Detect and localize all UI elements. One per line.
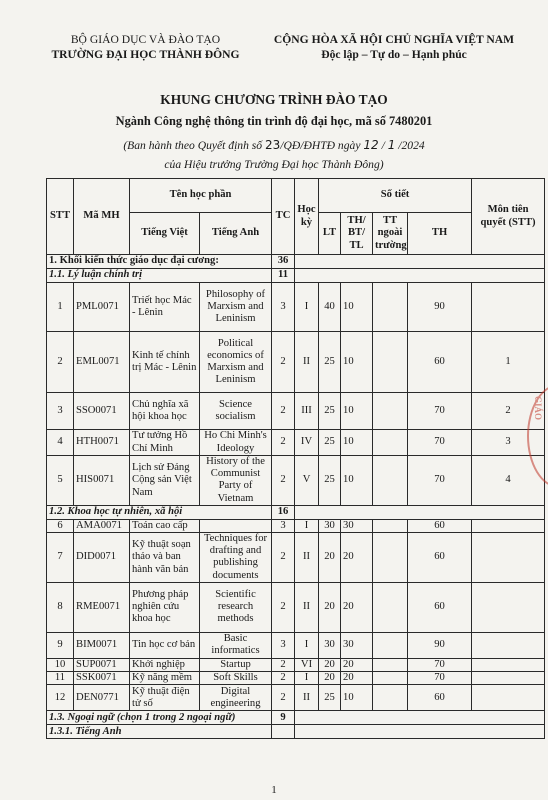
col-stt: STT bbox=[47, 179, 74, 255]
cell-en: Techniques for drafting and publishing documents bbox=[200, 533, 272, 583]
cell-code: DEN0771 bbox=[74, 685, 130, 711]
cell-vn: Kinh tế chính trị Mác - Lênin bbox=[130, 332, 200, 393]
table-row bbox=[47, 533, 545, 583]
subsection-label: 1.3.1. Tiếng Anh bbox=[47, 725, 272, 739]
table-row bbox=[47, 582, 545, 632]
cell-stt: 5 bbox=[47, 456, 74, 506]
subsection-credits: 9 bbox=[272, 711, 295, 725]
cell-en: History of the Communist Party of Vietnam bbox=[200, 456, 272, 506]
cell-code: SUP0071 bbox=[74, 658, 130, 671]
subsection-row bbox=[47, 725, 545, 739]
cell-tt bbox=[373, 283, 408, 332]
cell-en: Ho Chi Minh's Ideology bbox=[200, 430, 272, 456]
cell-tt bbox=[373, 658, 408, 671]
cell-tc: 3 bbox=[272, 519, 295, 532]
cell-prereq: 1 bbox=[472, 332, 545, 393]
cell-tc: 2 bbox=[272, 685, 295, 711]
cell-tc: 2 bbox=[272, 533, 295, 583]
cell-tc: 2 bbox=[272, 672, 295, 685]
cell-lt: 40 bbox=[319, 283, 341, 332]
cell-prereq: 2 bbox=[472, 393, 545, 430]
table-row bbox=[47, 519, 545, 532]
cell-th: 70 bbox=[408, 672, 472, 685]
table-row bbox=[47, 332, 545, 393]
cell-bt: 30 bbox=[341, 632, 373, 658]
cell-vn: Khởi nghiệp bbox=[130, 658, 200, 671]
table-row bbox=[47, 283, 545, 332]
table-row bbox=[47, 658, 545, 671]
cell-en: Startup bbox=[200, 658, 272, 671]
cell-stt: 8 bbox=[47, 582, 74, 632]
cell-tt bbox=[373, 393, 408, 430]
cell-en: Soft Skills bbox=[200, 672, 272, 685]
decree-month: 1 bbox=[387, 138, 396, 152]
cell-semester: I bbox=[295, 519, 319, 532]
cell-tt bbox=[373, 672, 408, 685]
cell-tc: 2 bbox=[272, 456, 295, 506]
curriculum-table bbox=[46, 178, 545, 739]
cell-stt: 4 bbox=[47, 430, 74, 456]
national-motto: Độc lập – Tự do – Hạnh phúc bbox=[321, 48, 467, 61]
col-course: Tên học phần bbox=[130, 179, 272, 213]
cell-prereq bbox=[472, 533, 545, 583]
cell-lt: 20 bbox=[319, 658, 341, 671]
table-row bbox=[47, 393, 545, 430]
cell-lt: 30 bbox=[319, 632, 341, 658]
decree-line-1 bbox=[0, 136, 548, 155]
cell-code: RME0071 bbox=[74, 582, 130, 632]
decree-prefix: (Ban hành theo Quyết định số bbox=[123, 139, 263, 152]
cell-lt: 25 bbox=[319, 685, 341, 711]
cell-stt: 1 bbox=[47, 283, 74, 332]
decree-reference bbox=[0, 136, 548, 174]
cell-vn: Phương pháp nghiên cứu khoa học bbox=[130, 582, 200, 632]
cell-code: EML0071 bbox=[74, 332, 130, 393]
cell-th: 60 bbox=[408, 519, 472, 532]
col-bt: TH/ BT/ TL bbox=[341, 213, 373, 255]
cell-code: AMA0071 bbox=[74, 519, 130, 532]
cell-tc: 2 bbox=[272, 430, 295, 456]
cell-vn: Lịch sử Đảng Cộng sản Việt Nam bbox=[130, 456, 200, 506]
cell-lt: 20 bbox=[319, 672, 341, 685]
cell-bt: 10 bbox=[341, 393, 373, 430]
col-vn: Tiếng Việt bbox=[130, 213, 200, 255]
col-prereq: Môn tiên quyết (STT) bbox=[472, 179, 545, 255]
cell-bt: 10 bbox=[341, 283, 373, 332]
cell-tc: 2 bbox=[272, 332, 295, 393]
cell-bt: 20 bbox=[341, 533, 373, 583]
decree-number: 23 bbox=[265, 138, 281, 152]
cell-prereq: 4 bbox=[472, 456, 545, 506]
cell-semester: III bbox=[295, 393, 319, 430]
cell-tt bbox=[373, 582, 408, 632]
decree-day: 12 bbox=[363, 138, 379, 152]
cell-en: Science socialism bbox=[200, 393, 272, 430]
cell-semester: V bbox=[295, 456, 319, 506]
header-right bbox=[258, 32, 530, 62]
cell-vn: Tư tưởng Hồ Chí Minh bbox=[130, 430, 200, 456]
subsection-credits bbox=[272, 725, 295, 739]
subsection-row bbox=[47, 269, 545, 283]
cell-semester: II bbox=[295, 582, 319, 632]
cell-vn: Kỹ thuật điện tử số bbox=[130, 685, 200, 711]
cell-bt: 10 bbox=[341, 430, 373, 456]
cell-bt: 20 bbox=[341, 672, 373, 685]
cell-semester: I bbox=[295, 632, 319, 658]
cell-tt bbox=[373, 430, 408, 456]
cell-prereq bbox=[472, 582, 545, 632]
col-code: Mã MH bbox=[74, 179, 130, 255]
decree-mid: /QĐ/ĐHTĐ ngày bbox=[280, 139, 361, 152]
cell-bt: 30 bbox=[341, 519, 373, 532]
cell-th: 90 bbox=[408, 283, 472, 332]
cell-stt: 9 bbox=[47, 632, 74, 658]
cell-en: Basic informatics bbox=[200, 632, 272, 658]
cell-code: SSO0071 bbox=[74, 393, 130, 430]
subsection-label: 1.2. Khoa học tự nhiên, xã hội bbox=[47, 505, 272, 519]
document-subtitle: Ngành Công nghệ thông tin trình độ đại học, mã số 7480201 bbox=[115, 114, 433, 128]
cell-en: Political economics of Marxism and Leninism bbox=[200, 332, 272, 393]
cell-bt: 10 bbox=[341, 332, 373, 393]
cell-stt: 10 bbox=[47, 658, 74, 671]
cell-lt: 20 bbox=[319, 533, 341, 583]
section-credits: 36 bbox=[272, 255, 295, 269]
cell-tt bbox=[373, 332, 408, 393]
cell-tc: 2 bbox=[272, 393, 295, 430]
cell-th: 60 bbox=[408, 332, 472, 393]
cell-code: BIM0071 bbox=[74, 632, 130, 658]
decree-sep: / bbox=[381, 139, 385, 152]
cell-tt bbox=[373, 456, 408, 506]
cell-lt: 25 bbox=[319, 393, 341, 430]
cell-th: 70 bbox=[408, 430, 472, 456]
cell-semester: II bbox=[295, 332, 319, 393]
republic-name: CỘNG HÒA XÃ HỘI CHỦ NGHĨA VIỆT NAM bbox=[273, 33, 515, 46]
cell-prereq bbox=[472, 685, 545, 711]
cell-en bbox=[200, 519, 272, 532]
section-label: 1. Khối kiến thức giáo dục đại cương: bbox=[47, 255, 272, 269]
decree-line-2: của Hiệu trưởng Trường Đại học Thành Đông) bbox=[164, 158, 384, 171]
cell-prereq bbox=[472, 658, 545, 671]
cell-semester: II bbox=[295, 533, 319, 583]
cell-en: Digital engineering bbox=[200, 685, 272, 711]
cell-stt: 3 bbox=[47, 393, 74, 430]
cell-semester: IV bbox=[295, 430, 319, 456]
col-th: TH bbox=[408, 213, 472, 255]
cell-th: 70 bbox=[408, 456, 472, 506]
cell-tc: 2 bbox=[272, 582, 295, 632]
cell-vn: Toán cao cấp bbox=[130, 519, 200, 532]
col-lt: LT bbox=[319, 213, 341, 255]
cell-lt: 25 bbox=[319, 332, 341, 393]
cell-code: HIS0071 bbox=[74, 456, 130, 506]
cell-stt: 11 bbox=[47, 672, 74, 685]
cell-prereq bbox=[472, 632, 545, 658]
cell-th: 70 bbox=[408, 658, 472, 671]
cell-th: 60 bbox=[408, 685, 472, 711]
cell-tc: 2 bbox=[272, 658, 295, 671]
cell-bt: 10 bbox=[341, 456, 373, 506]
subsection-label: 1.3. Ngoại ngữ (chọn 1 trong 2 ngoại ngữ) bbox=[47, 711, 272, 725]
cell-stt: 6 bbox=[47, 519, 74, 532]
cell-lt: 25 bbox=[319, 430, 341, 456]
header-left bbox=[38, 32, 253, 62]
cell-vn: Kỹ năng mềm bbox=[130, 672, 200, 685]
cell-prereq: 3 bbox=[472, 430, 545, 456]
cell-lt: 20 bbox=[319, 582, 341, 632]
cell-tt bbox=[373, 533, 408, 583]
section-row bbox=[47, 255, 545, 269]
cell-semester: II bbox=[295, 685, 319, 711]
cell-vn: Tin học cơ bản bbox=[130, 632, 200, 658]
cell-semester: I bbox=[295, 672, 319, 685]
page-number: 1 bbox=[271, 784, 277, 796]
cell-vn: Chủ nghĩa xã hội khoa học bbox=[130, 393, 200, 430]
cell-tt bbox=[373, 519, 408, 532]
cell-prereq bbox=[472, 519, 545, 532]
cell-stt: 12 bbox=[47, 685, 74, 711]
cell-prereq bbox=[472, 672, 545, 685]
cell-vn: Triết học Mác - Lênin bbox=[130, 283, 200, 332]
cell-tc: 3 bbox=[272, 632, 295, 658]
table-row bbox=[47, 430, 545, 456]
cell-stt: 2 bbox=[47, 332, 74, 393]
cell-en: Scientific research methods bbox=[200, 582, 272, 632]
subsection-row bbox=[47, 711, 545, 725]
cell-bt: 20 bbox=[341, 582, 373, 632]
cell-lt: 25 bbox=[319, 456, 341, 506]
subsection-credits: 16 bbox=[272, 505, 295, 519]
cell-en: Philosophy of Marxism and Leninism bbox=[200, 283, 272, 332]
cell-prereq bbox=[472, 283, 545, 332]
table-row bbox=[47, 456, 545, 506]
col-periods: Số tiết bbox=[319, 179, 472, 213]
cell-tt bbox=[373, 685, 408, 711]
table-row bbox=[47, 685, 545, 711]
decree-year: /2024 bbox=[398, 139, 425, 152]
cell-th: 90 bbox=[408, 632, 472, 658]
cell-code: DID0071 bbox=[74, 533, 130, 583]
university-name: TRƯỜNG ĐẠI HỌC THÀNH ĐÔNG bbox=[51, 48, 240, 61]
stamp-text: GIÁO bbox=[533, 396, 543, 421]
cell-vn: Kỹ thuật soạn thảo và ban hành văn bản bbox=[130, 533, 200, 583]
cell-semester: VI bbox=[295, 658, 319, 671]
cell-bt: 20 bbox=[341, 658, 373, 671]
cell-code: SSK0071 bbox=[74, 672, 130, 685]
col-en: Tiếng Anh bbox=[200, 213, 272, 255]
cell-th: 60 bbox=[408, 533, 472, 583]
cell-th: 60 bbox=[408, 582, 472, 632]
cell-th: 70 bbox=[408, 393, 472, 430]
col-tt: TT ngoài trường bbox=[373, 213, 408, 255]
cell-tt bbox=[373, 632, 408, 658]
document-title: KHUNG CHƯƠNG TRÌNH ĐÀO TẠO bbox=[160, 92, 388, 107]
subsection-row bbox=[47, 505, 545, 519]
cell-bt: 10 bbox=[341, 685, 373, 711]
table-row bbox=[47, 632, 545, 658]
cell-semester: I bbox=[295, 283, 319, 332]
cell-lt: 30 bbox=[319, 519, 341, 532]
cell-tc: 3 bbox=[272, 283, 295, 332]
col-semester: Học kỳ bbox=[295, 179, 319, 255]
col-tc: TC bbox=[272, 179, 295, 255]
subsection-credits: 11 bbox=[272, 269, 295, 283]
cell-stt: 7 bbox=[47, 533, 74, 583]
ministry-name: BỘ GIÁO DỤC VÀ ĐÀO TẠO bbox=[70, 33, 221, 46]
cell-code: HTH0071 bbox=[74, 430, 130, 456]
table-row bbox=[47, 672, 545, 685]
cell-code: PML0071 bbox=[74, 283, 130, 332]
subsection-label: 1.1. Lý luận chính trị bbox=[47, 269, 272, 283]
